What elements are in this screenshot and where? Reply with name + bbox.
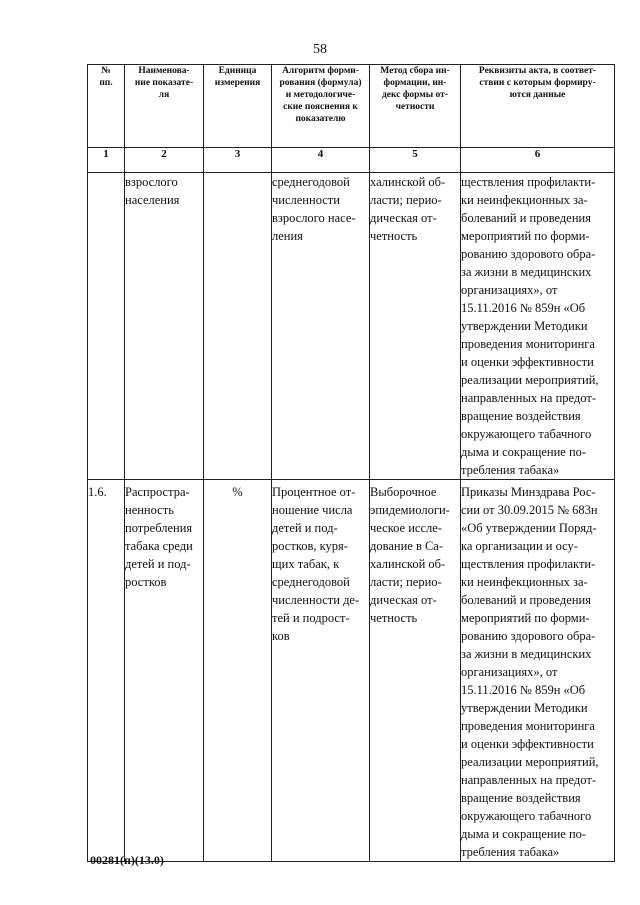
text-line: вращение воздействия [461,409,581,423]
text-line: дическая от- [370,211,437,225]
column-number: 4 [272,148,370,173]
collection-method [370,480,461,862]
text-line: 15.11.2016 № 859н «Об [461,301,586,315]
text-line: реализации мероприятий, [461,373,599,387]
text-line: Процентное от- [272,485,356,499]
unit [204,173,272,480]
act-requisites [461,173,615,480]
text-line: ростков, куря- [272,539,348,553]
text-line: ществления профилакти- [461,557,596,571]
text-line: щих табак, к [272,557,340,571]
header-unit [204,65,272,148]
text-line: ствии с которым формиру- [479,78,596,88]
text-line: утверждении Методики [461,319,588,333]
text-line: Метод сбора ин- [380,66,450,76]
text-line: ки неинфекционных за- [461,575,588,589]
text-line: табака среди [125,539,193,553]
text-line: детей и под- [125,557,191,571]
collection-method [370,173,461,480]
text-line: дование в Са- [370,539,444,553]
column-number: 6 [461,148,615,173]
text-line: ля [158,90,170,100]
indicator-table [87,64,615,862]
text-line: и оценки эффективности [461,355,594,369]
text-line: четность [370,229,418,243]
text-line: пп. [99,78,113,88]
column-number: 1 [88,148,125,173]
unit: % [204,480,272,862]
indicator-name [125,173,204,480]
text-line: ществления профилакти- [461,175,596,189]
header-act-requisites [461,65,615,148]
text-line: «Об утверждении Поряд- [461,521,597,535]
text-line: рованию здорового обра- [461,629,596,643]
column-number: 3 [204,148,272,173]
text-line: и методологиче- [285,90,356,100]
text-line: направленных на предот- [461,391,596,405]
text-line: тей и подрост- [272,611,350,625]
text-line: организациях», от [461,665,558,679]
text-line: дическая от- [370,593,437,607]
algorithm [272,480,370,862]
text-line: потребления [125,521,193,535]
text-line: окружающего табачного [461,427,592,441]
text-line: рования (формула) [279,78,362,88]
text-line: халинской об- [370,557,446,571]
text-line: требления табака» [461,845,560,859]
text-line: детей и под- [272,521,338,535]
text-line: Приказы Минздрава Рос- [461,485,596,499]
text-line: взрослого [125,175,178,189]
text-line: ления [272,229,303,243]
text-line: рованию здорового обра- [461,247,596,261]
text-line: четность [370,611,418,625]
column-number: 2 [125,148,204,173]
text-line: организациях», от [461,283,558,297]
text-line: за жизни в медицинских [461,265,592,279]
text-line: Алгоритм форми- [282,66,359,76]
text-line: ские пояснения к [283,102,358,112]
text-line: 15.11.2016 № 859н «Об [461,683,586,697]
table-header-row [88,65,615,148]
text-line: численности [272,193,340,207]
text-line: вращение воздействия [461,791,581,805]
text-line: дыма и сокращение по- [461,827,587,841]
text-line: окружающего табачного [461,809,592,823]
text-line: формации, ин- [383,78,447,88]
text-line: болеваний и проведения [461,211,591,225]
text-line: ненность [125,503,174,517]
act-requisites [461,480,615,862]
text-line: ласти; перио- [370,193,442,207]
text-line: ческое иссле- [370,521,442,535]
header-indicator-name [125,65,204,148]
text-line: проведения мониторинга [461,337,595,351]
table-row [88,173,615,480]
page-number: 58 [313,42,327,57]
text-line: сии от 30.09.2015 № 683н [461,503,598,517]
text-line: Распростра- [125,485,190,499]
header-collection-method [370,65,461,148]
text-line: Единица [218,66,257,76]
text-line: ростков [125,575,167,589]
text-line: взрослого насе- [272,211,356,225]
text-line: реализации мероприятий, [461,755,599,769]
text-line: среднегодовой [272,175,350,189]
text-line: ласти; перио- [370,575,442,589]
text-line: болеваний и проведения [461,593,591,607]
text-line: ние показате- [134,78,194,88]
text-line: за жизни в медицинских [461,647,592,661]
text-line: ются данные [509,90,566,100]
document-code: 00281(п)(13.0) [90,853,164,867]
text-line: декс формы от- [381,90,449,100]
algorithm [272,173,370,480]
text-line: проведения мониторинга [461,719,595,733]
text-line: ков [272,629,290,643]
text-line: мероприятий по форми- [461,229,590,243]
column-number: 5 [370,148,461,173]
text-line: населения [125,193,180,207]
text-line: ка организации и осу- [461,539,578,553]
text-line: направленных на предот- [461,773,596,787]
text-line: Реквизиты акта, в соответ- [478,66,597,76]
text-line: № [101,66,111,76]
text-line: утверждении Методики [461,701,588,715]
text-line: эпидемиологи- [370,503,450,517]
text-line: четности [395,102,435,112]
text-line: ки неинфекционных за- [461,193,588,207]
row-number: 1.6. [88,480,125,862]
text-line: измерения [214,78,261,88]
text-line: дыма и сокращение по- [461,445,587,459]
header-number [88,65,125,148]
text-line: ношение числа [272,503,353,517]
text-line: халинской об- [370,175,446,189]
text-line: численности де- [272,593,360,607]
text-line: требления табака» [461,463,560,477]
text-line: и оценки эффективности [461,737,594,751]
column-number-row [88,148,615,173]
indicator-name [125,480,204,862]
text-line: среднегодовой [272,575,350,589]
table-row [88,480,615,862]
text-line: мероприятий по форми- [461,611,590,625]
row-number [88,173,125,480]
text-line: Наименова- [138,66,190,76]
header-algorithm [272,65,370,148]
text-line: Выборочное [370,485,437,499]
text-line: показателю [295,114,346,124]
